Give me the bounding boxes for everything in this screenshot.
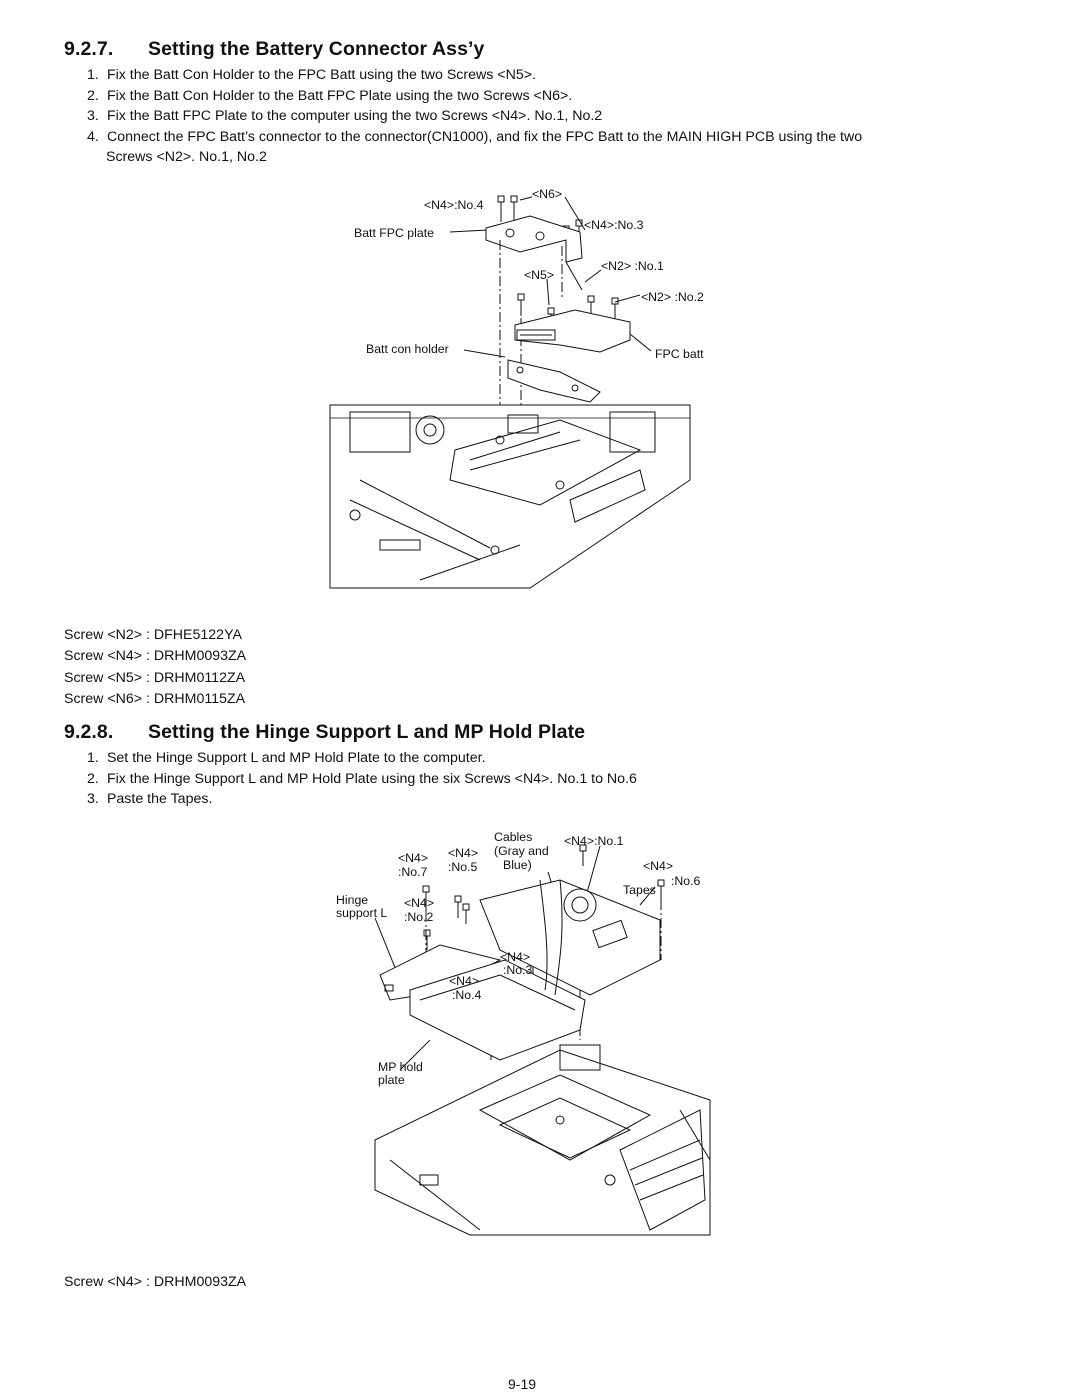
step-text: Fix the Batt Con Holder to the FPC Batt using the two Screws <N5>.	[106, 67, 536, 83]
screw-list	[64, 625, 246, 711]
steps-list	[87, 748, 1007, 810]
fig-label: Batt con holder	[366, 342, 449, 356]
step-item	[87, 86, 1007, 107]
fig-label: <N4>:No.3	[584, 218, 644, 232]
step-number: 3.	[87, 108, 99, 124]
section-number: 9.2.8.	[64, 721, 114, 743]
fig-label: <N4>	[449, 974, 480, 988]
fig-label: plate	[378, 1073, 405, 1087]
fig-label: <N4>:No.1	[564, 834, 624, 848]
section-title: Setting the Hinge Support L and MP Hold Plate	[148, 721, 586, 743]
step-text: Connect the FPC Batt’s connector to the connector(CN1000), and fix the FPC Batt to the MAIN HIGH PCB using the two	[106, 128, 863, 145]
fig-label: :No.7	[398, 865, 428, 879]
screw-spec: Screw <N4> : DRHM0093ZA	[64, 648, 247, 665]
step-text: Fix the Hinge Support L and MP Hold Plate using the six Screws <N4>. No.1 to No.6	[106, 770, 637, 787]
fig-label: <N6>	[532, 187, 563, 201]
fig-label: Batt FPC plate	[354, 226, 434, 240]
section-heading-9-2-7	[64, 38, 485, 61]
step-item	[87, 748, 1007, 769]
screw-spec: Screw <N4> : DRHM0093ZA	[64, 1274, 247, 1290]
battery-connector-figure	[320, 180, 720, 592]
fig-label: <N5>	[524, 268, 555, 282]
step-item	[87, 65, 1007, 86]
fpc-batt-shape	[515, 310, 630, 352]
section-heading-9-2-8	[64, 721, 585, 744]
step-text: Paste the Tapes.	[106, 791, 213, 807]
step-number: 3.	[87, 791, 99, 807]
computer-chassis-drawing	[330, 405, 690, 588]
batt-con-holder-shape	[508, 360, 600, 402]
step-item	[87, 769, 1007, 790]
step-item	[87, 127, 1007, 148]
fig-label: (Gray and	[494, 844, 549, 858]
fig-label: :No.5	[448, 860, 478, 874]
computer-base-drawing	[375, 1045, 710, 1235]
fig-label: <N4>	[404, 896, 435, 910]
screw-spec: Screw <N6> : DRHM0115ZA	[64, 691, 246, 708]
step-text: Fix the Batt FPC Plate to the computer using the two Screws <N4>. No.1, No.2	[106, 108, 603, 124]
step-text: Fix the Batt Con Holder to the Batt FPC Plate using the two Screws <N6>.	[106, 87, 573, 104]
step-item	[87, 106, 1007, 127]
step-number: 1.	[87, 750, 99, 766]
fig-label: Tapes	[623, 883, 656, 897]
steps-list	[87, 65, 1007, 168]
step-continuation: Screws <N2>. No.1, No.2	[106, 149, 267, 165]
fig-label: <N4>	[448, 846, 479, 860]
step-text: Set the Hinge Support L and MP Hold Plate to the computer.	[106, 750, 486, 766]
step-number: 2.	[87, 87, 99, 104]
fig-label: Blue)	[503, 858, 532, 872]
fig-label: MP hold	[378, 1060, 423, 1074]
fig-label: Cables	[494, 830, 533, 844]
hinge-support-figure	[330, 825, 720, 1237]
fig-label: <N2> :No.1	[601, 259, 664, 273]
fig-label: <N4>	[500, 950, 531, 964]
fig-label: <N4>	[643, 859, 674, 873]
step-item	[87, 789, 1007, 810]
section-number: 9.2.7.	[64, 38, 114, 60]
fig-label: support L	[336, 906, 388, 920]
step-number: 4.	[87, 128, 99, 145]
fig-label: :No.4	[452, 988, 482, 1002]
step-number: 1.	[87, 67, 99, 83]
fig-label: :No.6	[671, 874, 701, 888]
fig-label: <N4>:No.4	[424, 198, 484, 212]
fig-label: :No.2	[404, 910, 434, 924]
page-number: 9-19	[508, 1376, 537, 1392]
fig-label: FPC batt	[655, 347, 704, 361]
screw-list	[64, 1272, 246, 1293]
screw-spec: Screw <N2> : DFHE5122YA	[64, 627, 242, 643]
fig-label: :No.3	[503, 963, 533, 977]
fig-label: <N4>	[398, 851, 429, 865]
screw-spec: Screw <N5> : DRHM0112ZA	[64, 669, 246, 686]
step-number: 2.	[87, 770, 99, 787]
fig-label: <N2> :No.2	[641, 290, 704, 304]
fig-label: Hinge	[336, 893, 369, 907]
section-title: Setting the Battery Connector Ass’y	[148, 38, 485, 60]
